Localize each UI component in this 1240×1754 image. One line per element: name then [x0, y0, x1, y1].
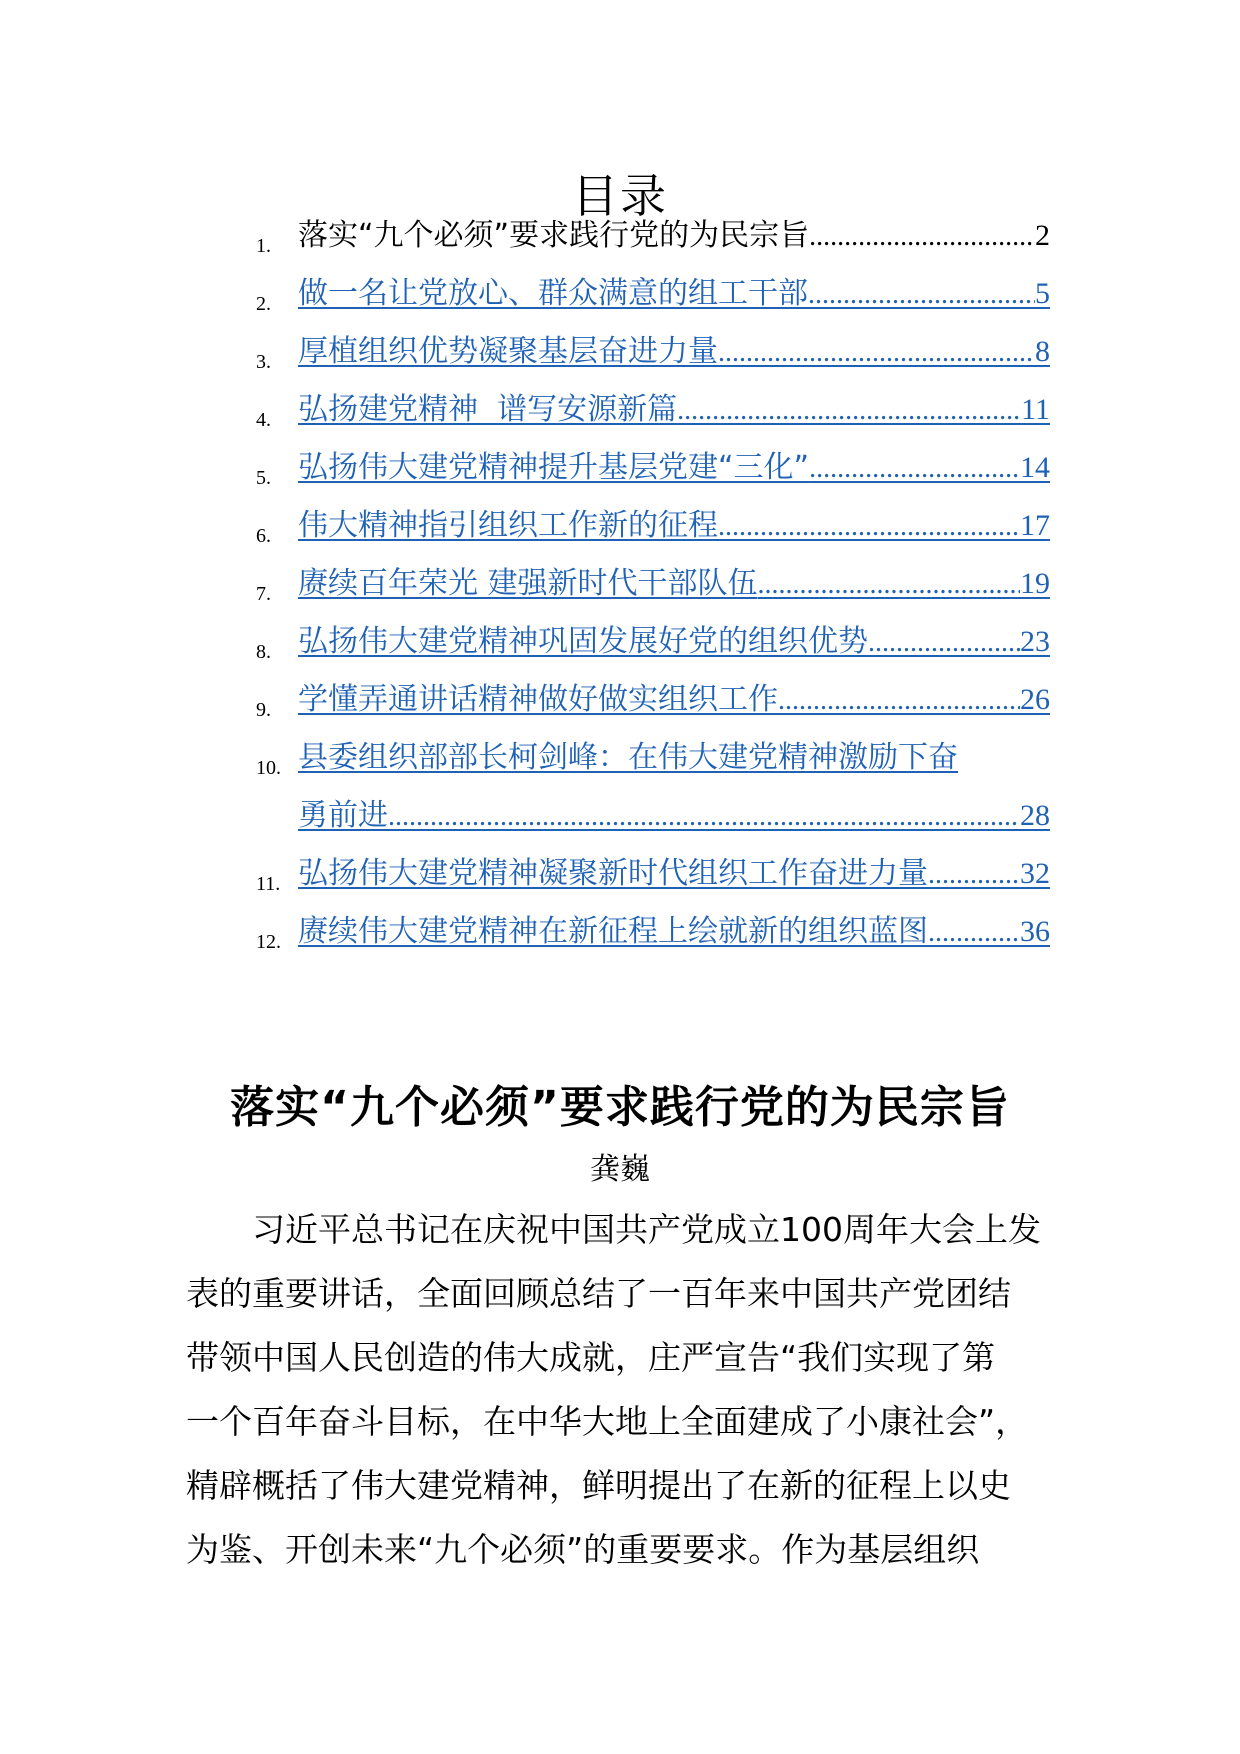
toc-item-link[interactable] [298, 214, 1050, 262]
toc-item-link[interactable] [298, 504, 1050, 552]
article-body [186, 1198, 1050, 1582]
toc-item-link[interactable] [298, 562, 1050, 610]
toc-item-title: 厚植组织优势凝聚基层奋进力量 [298, 334, 718, 369]
toc-item[interactable] [256, 852, 1050, 900]
body-line: 习近平总书记在庆祝中国共产党成立100周年大会上发 [186, 1210, 1041, 1249]
toc-item[interactable] [256, 272, 1050, 320]
toc-item-link[interactable] [298, 852, 1050, 900]
toc-item-page: 28 [1020, 799, 1050, 832]
toc-item-title: 弘扬伟大建党精神巩固发展好党的组织优势 [298, 624, 868, 659]
toc-item[interactable] [256, 388, 1050, 436]
toc-item[interactable] [256, 910, 1050, 958]
toc-item[interactable] [256, 678, 1050, 726]
toc-item-number: 7. [256, 583, 271, 605]
body-line: 精辟概括了伟大建党精神，鲜明提出了在新的征程上以史 [186, 1466, 1011, 1505]
toc-item-link[interactable] [298, 678, 1050, 726]
toc-item-title: 勇前进 [298, 798, 388, 833]
toc-item[interactable] [256, 736, 1050, 784]
toc-leader-dots [677, 389, 1021, 433]
toc-item-page: 14 [1020, 451, 1050, 484]
toc-leader-dots [868, 621, 1020, 665]
toc-item-title: 赓续伟大建党精神在新征程上绘就新的组织蓝图 [298, 914, 928, 949]
toc-item-number: 3. [256, 351, 271, 373]
toc-item-link[interactable] [298, 330, 1050, 378]
toc-item-page: 5 [1035, 277, 1050, 310]
body-line: 为鉴、开创未来“九个必须”的重要要求。作为基层组织 [186, 1530, 980, 1569]
toc-item-page: 17 [1020, 509, 1050, 542]
toc-item-title: 赓续百年荣光 建强新时代干部队伍 [298, 566, 758, 601]
toc-item-continuation[interactable] [256, 794, 1050, 842]
toc-item-title: 做一名让党放心、群众满意的组工干部 [298, 276, 808, 311]
toc-item-link[interactable] [298, 272, 1050, 320]
toc-leader-dots [809, 447, 1020, 491]
toc-title: 目录 [572, 169, 668, 223]
toc-leader-dots [808, 273, 1035, 317]
toc-item[interactable] [256, 504, 1050, 552]
toc-item-number: 4. [256, 409, 271, 431]
toc-item-page: 23 [1020, 625, 1050, 658]
toc-leader-dots [928, 853, 1020, 897]
toc-item[interactable] [256, 562, 1050, 610]
toc-leader-dots [928, 911, 1020, 955]
toc-item[interactable] [256, 620, 1050, 668]
toc-item-link[interactable] [298, 736, 1050, 784]
toc-item-number: 1. [256, 235, 271, 257]
toc-item-link[interactable] [298, 446, 1050, 494]
toc-item-number: 6. [256, 525, 271, 547]
toc-item-title: 学懂弄通讲话精神做好做实组织工作 [298, 682, 778, 717]
toc-item-link[interactable] [298, 388, 1050, 436]
body-line: 一个百年奋斗目标，在中华大地上全面建成了小康社会”， [186, 1402, 1029, 1441]
toc-item-title: 落实“九个必须”要求践行党的为民宗旨 [298, 218, 810, 253]
toc-item-link[interactable] [298, 620, 1050, 668]
toc-item-page: 19 [1020, 567, 1050, 600]
toc-item-number: 12. [256, 931, 281, 953]
toc-item-page: 26 [1020, 683, 1050, 716]
toc-item-page: 2 [1035, 219, 1050, 252]
toc-item-title: 弘扬伟大建党精神提升基层党建“三化” [298, 450, 810, 485]
toc-item-title: 伟大精神指引组织工作新的征程 [298, 508, 718, 543]
toc-item-number: 2. [256, 293, 271, 315]
toc-item-link[interactable] [298, 910, 1050, 958]
toc-leader-dots [758, 563, 1020, 607]
toc-item-link[interactable] [298, 794, 1050, 842]
toc-item-title: 县委组织部部长柯剑峰：在伟大建党精神激励下奋 [298, 740, 958, 775]
toc-item-number: 11. [256, 873, 281, 895]
toc-item-number: 9. [256, 699, 271, 721]
body-line: 带领中国人民创造的伟大成就，庄严宣告“我们实现了第 [186, 1338, 996, 1377]
article-title: 落实“九个必须”要求践行党的为民宗旨 [230, 1082, 1010, 1133]
toc-item-page: 36 [1020, 915, 1050, 948]
toc-leader-dots [809, 215, 1035, 259]
toc-item-page: 8 [1035, 335, 1050, 368]
toc-item[interactable] [256, 446, 1050, 494]
toc-item-number: 5. [256, 467, 271, 489]
toc-item-number: 10. [256, 757, 281, 779]
toc-leader-dots [718, 331, 1035, 375]
toc-item-title: 弘扬建党精神 谱写安源新篇 [298, 392, 678, 427]
toc-item[interactable] [256, 214, 1050, 262]
toc-item[interactable] [256, 330, 1050, 378]
toc-item-number: 8. [256, 641, 271, 663]
toc-leader-dots [388, 795, 1020, 839]
body-line: 表的重要讲话，全面回顾总结了一百年来中国共产党团结 [186, 1274, 1011, 1313]
article-author: 龚巍 [590, 1152, 650, 1187]
toc-item-title: 弘扬伟大建党精神凝聚新时代组织工作奋进力量 [298, 856, 928, 891]
toc-leader-dots [778, 679, 1020, 723]
toc-item-page: 32 [1020, 857, 1050, 890]
toc-leader-dots [718, 505, 1020, 549]
toc-item-page: 11 [1021, 393, 1050, 426]
